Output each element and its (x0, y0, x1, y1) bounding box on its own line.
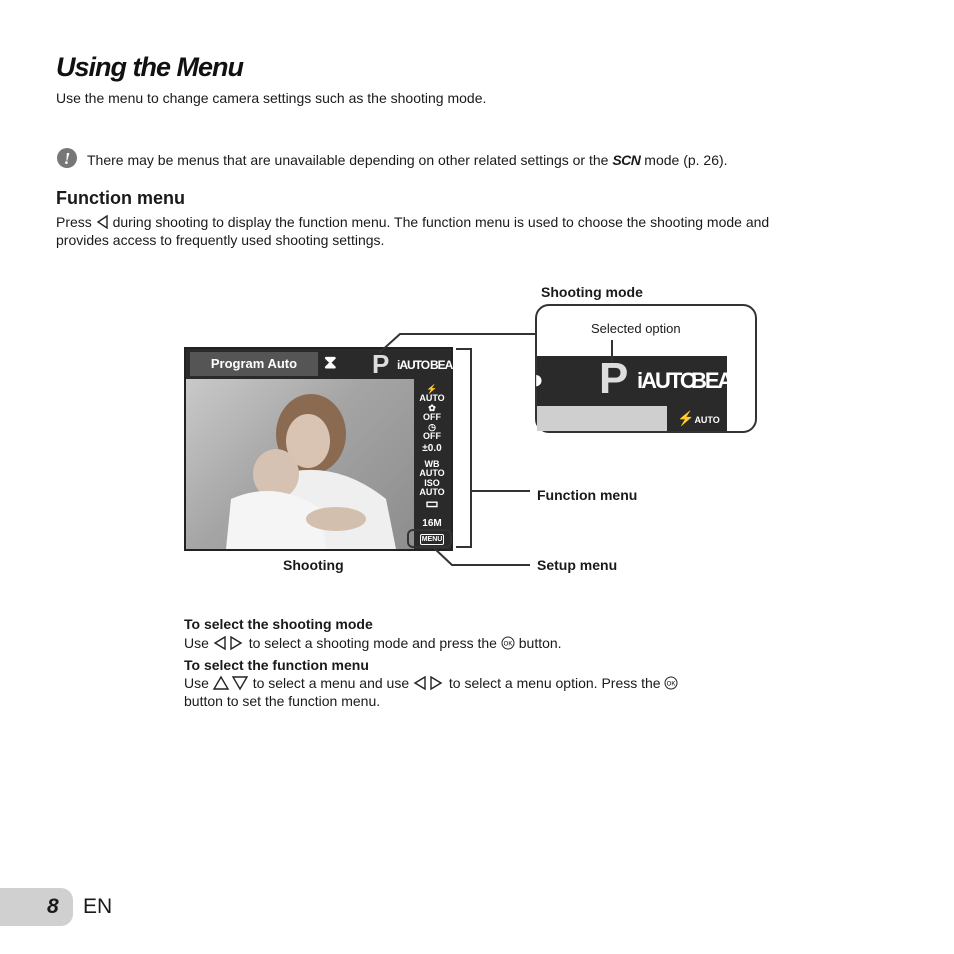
left-right-arrows-icon (413, 676, 445, 690)
page-number-tab (0, 888, 73, 926)
menu-button-icon: MENU (421, 536, 443, 543)
flash-auto-icon-zoom: ⚡AUTO (677, 410, 720, 426)
hourglass-mode-icon: ⧗ (324, 352, 337, 372)
label-setup-menu: Setup menu (537, 557, 618, 573)
mode-name-label: Program Auto (190, 352, 318, 376)
left-right-arrows-icon (213, 636, 245, 650)
drive-setting-icon: ▭ (425, 495, 439, 511)
selected-option-label: Selected option (591, 321, 681, 336)
beauty-mode-label: BEA (430, 358, 453, 372)
instruction-heading-function-menu: To select the function menu (184, 657, 369, 673)
instruction-heading-shooting-mode: To select the shooting mode (184, 616, 373, 632)
instruction-shooting-mode: Use to select a shooting mode and press the OK button. (184, 635, 562, 651)
svg-text:!: ! (63, 149, 71, 168)
section-heading: Function menu (56, 188, 185, 208)
section-description: Press during shooting to display the function menu. The function menu is used to choose the shooting mode and provides access to frequently used shooting settings. (56, 214, 770, 248)
iauto-mode-label-zoom: iAUTO (637, 368, 696, 393)
language-code: EN (83, 895, 113, 918)
label-shooting-mode: Shooting mode (541, 284, 643, 300)
iso-setting: ISO AUTO (419, 478, 445, 497)
beauty-mode-label-zoom: BEA (691, 368, 732, 393)
note-text: There may be menus that are unavailable depending on other related settings or the SCN mode (p. 26). (87, 152, 728, 168)
instruction-function-menu-cont: button to set the function menu. (184, 693, 381, 709)
iauto-mode-label: iAUTO (397, 358, 430, 372)
ok-button-icon (664, 676, 678, 690)
ok-button-icon (501, 636, 515, 650)
svg-text:OK: OK (503, 641, 513, 648)
intro-text: Use the menu to change camera settings such as the shooting mode. (56, 90, 487, 106)
label-function-menu: Function menu (537, 487, 638, 503)
image-size-setting: 16M (422, 518, 442, 529)
svg-text:OK: OK (667, 681, 676, 688)
up-down-arrows-icon (213, 676, 249, 690)
scn-mode-label: SCN (612, 152, 641, 168)
flash-setting: ⚡ AUTO (419, 384, 445, 403)
self-timer-setting: ◷ OFF (423, 422, 441, 441)
macro-setting: ✿ OFF (423, 403, 441, 422)
hourglass-mode-icon-zoom: ◗ (531, 364, 547, 394)
program-mode-letter-zoom: P (599, 354, 629, 403)
page-title: Using the Menu (56, 52, 243, 82)
program-mode-letter: P (372, 349, 390, 379)
instruction-function-menu: Use to select a menu and use to select a menu option. Press the OK (184, 674, 678, 692)
exposure-setting: ±0.0 (422, 443, 442, 454)
white-balance-setting: WB AUTO (419, 459, 445, 478)
label-shooting: Shooting (283, 557, 344, 573)
page-number: 8 (47, 895, 59, 918)
